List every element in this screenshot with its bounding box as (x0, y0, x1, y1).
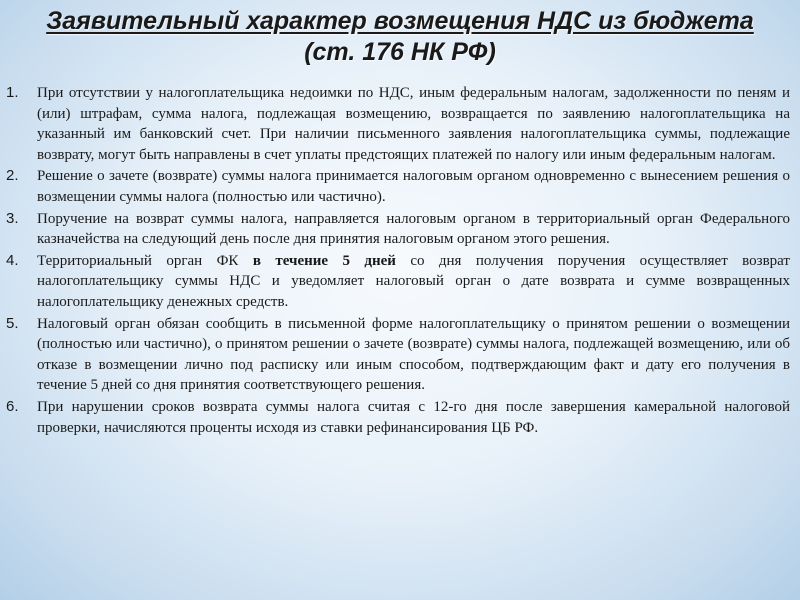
list-item (6, 83, 790, 165)
list-item (6, 166, 790, 207)
list-item (6, 314, 790, 396)
list-item-number: 6. (6, 397, 19, 415)
list-item-number: 1. (6, 84, 19, 101)
list-item-text: При отсутствии у налогоплательщика недоимки по НДС, иным федеральным налогам, задолженности по пеням и (или) штрафам, сумма налога, подлежащая возмещению, возвращается по заявлению налогоплательщика на указанный им банковский счет. При наличии письменного заявления налогоплательщика суммы, подлежащие возврату, могут быть направлены в счет уплаты предстоящих платежей по налогу или иным федеральным налогам. (37, 85, 790, 163)
list-item-text-start: Территориальный орган ФК (37, 252, 253, 269)
list-item-text: Налоговый орган обязан сообщить в письменной форме налогоплательщику о принятом решении о возмещении (полностью или частично), о принятом решении о зачете (возврате) суммы налога, подлежащей возмещению, или об отказе в возмещении лично под расписку или иным способом, подтверждающим факт и дату его получения в течение 5 дней со дня принятия соответствующего решения. (37, 315, 790, 394)
list-item-text: Поручение на возврат суммы налога, направляется налоговым органом в территориальный орган Федерального казначейства на следующий день после дня принятия налоговым органом этого решения. (37, 210, 790, 248)
title-line-1: Заявительный характер возмещения НДС из бюджета (46, 7, 754, 35)
list-item-text: При нарушении сроков возврата суммы налога считая с 12-го дня после завершения камеральной налоговой проверки, начисляются проценты исходя из ставки рефинансирования ЦБ РФ. (37, 398, 790, 436)
numbered-list (6, 83, 790, 439)
list-item (6, 251, 790, 313)
list-item (6, 209, 790, 250)
list-item-text: Решение о зачете (возврате) суммы налога принимается налоговым органом одновременно с вынесением решения о возмещении суммы налога (полностью или частично). (37, 168, 790, 205)
list-item (6, 397, 790, 438)
list-item-text-end: со дня получения поручения осуществляет возврат налогоплательщику суммы НДС и уведомляет налоговый орган о дате возврата и сумме возвращенных налогоплательщику денежных средств. (37, 252, 790, 310)
list-item-number: 2. (6, 167, 19, 185)
list-item-number: 4. (6, 251, 19, 269)
title-line-2: (ст. 176 НК РФ) (304, 38, 496, 66)
list-item-number: 5. (6, 314, 19, 332)
list-item-text-emphasis: в течение 5 дней (252, 252, 396, 269)
page-title (20, 6, 780, 68)
list-item-number: 3. (6, 209, 19, 227)
